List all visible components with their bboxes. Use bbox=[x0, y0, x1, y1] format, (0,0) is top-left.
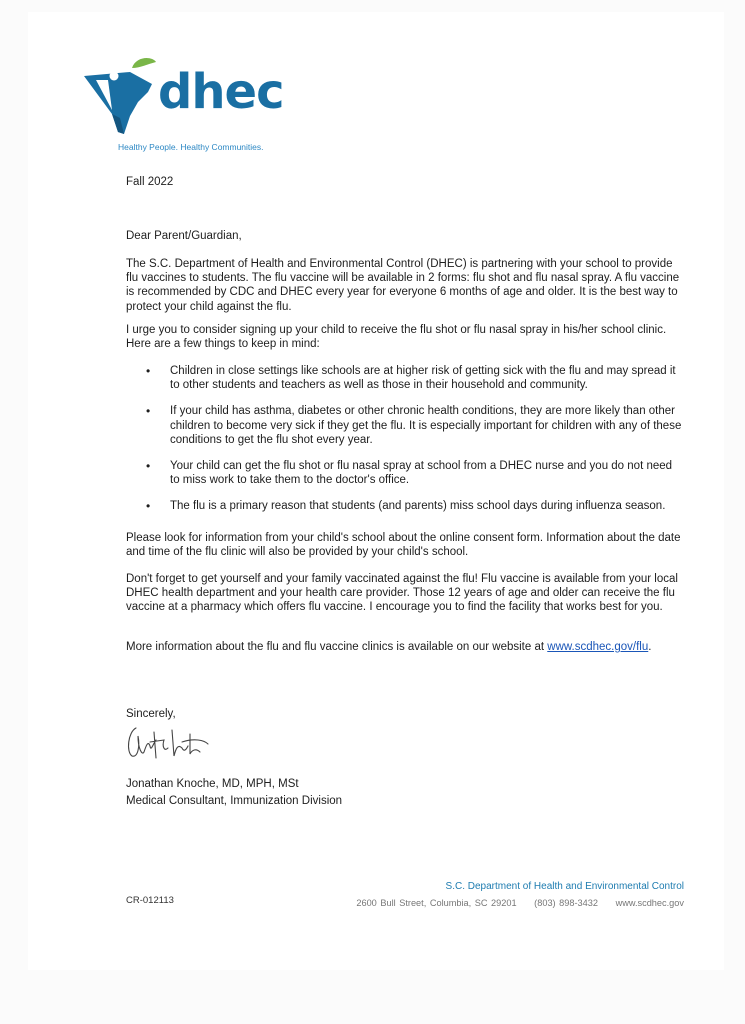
salutation: Dear Parent/Guardian, bbox=[126, 230, 242, 242]
form-code: CR-012113 bbox=[126, 895, 174, 906]
signature-image bbox=[124, 722, 214, 764]
sc-state-icon bbox=[82, 58, 162, 148]
logo-wordmark: dhec bbox=[158, 64, 284, 120]
signer-title: Medical Consultant, Immunization Division bbox=[126, 795, 343, 807]
leaf-icon bbox=[132, 58, 156, 68]
more-info-text: More information about the flu and flu vaccine clinics is available on our website at bbox=[126, 641, 548, 653]
footer-address: 2600 Bull Street, Columbia, SC 29201 bbox=[356, 898, 517, 908]
dhec-logo bbox=[82, 58, 302, 158]
list-item: • Children in close settings like schools are at higher risk of getting sick with the flu and may spread it to other students and teachers as well as those in their household and community. bbox=[126, 364, 682, 392]
urge-paragraph: I urge you to consider signing up your child to receive the flu shot or flu nasal spray in his/her school clinic. Here are a few things to keep in mind: bbox=[126, 324, 667, 351]
intro-paragraph: The S.C. Department of Health and Environmental Control (DHEC) is partnering with your school to provide flu vaccines to students. The flu vaccine will be available in 2 forms: flu shot and flu nasal spray. A flu vaccine is recommended by CDC and DHEC every year for everyone 6 months of age and older. It is the best way to protect your child against the flu. bbox=[126, 258, 680, 313]
key-points-list bbox=[126, 364, 682, 514]
consent-paragraph: Please look for information from your child's school about the online consent form. Information about the date and time of the flu clinic will also be provided by your child's school. bbox=[126, 532, 681, 559]
logo-tagline: Healthy People. Healthy Communities. bbox=[118, 142, 264, 152]
list-item: • If your child has asthma, diabetes or other chronic health conditions, they are more likely than other children to become very sick if they get the flu. It is especially important for children with any of these conditions to get the flu shot every year. bbox=[126, 404, 682, 447]
flu-website-link[interactable]: www.scdhec.gov/flu bbox=[547, 641, 649, 653]
footer-website: www.scdhec.gov bbox=[615, 898, 684, 908]
footer-department: S.C. Department of Health and Environmental Control bbox=[445, 881, 684, 892]
signer-block bbox=[126, 776, 342, 810]
more-info-period: . bbox=[648, 641, 652, 653]
letter-date: Fall 2022 bbox=[126, 176, 174, 188]
more-info-paragraph bbox=[126, 640, 682, 654]
footer-phone: (803) 898-3432 bbox=[534, 898, 598, 908]
footer-contact bbox=[300, 898, 684, 908]
family-paragraph: Don't forget to get yourself and your family vaccinated against the flu! Flu vaccine is available from your local DHEC health department and your health care provider. Those 12 years of age and older can receive the flu vaccine at a pharmacy which offers flu vaccine. I encourage you to find the facility that works best for you. bbox=[126, 573, 678, 614]
signer-name: Jonathan Knoche, MD, MPH, MSt bbox=[126, 778, 299, 790]
list-item: • The flu is a primary reason that students (and parents) miss school days during influenza season. bbox=[126, 499, 682, 513]
closing-sincerely: Sincerely, bbox=[126, 708, 176, 720]
list-item: • Your child can get the flu shot or flu nasal spray at school from a DHEC nurse and you do not need to miss work to take them to the doctor's office. bbox=[126, 459, 682, 487]
